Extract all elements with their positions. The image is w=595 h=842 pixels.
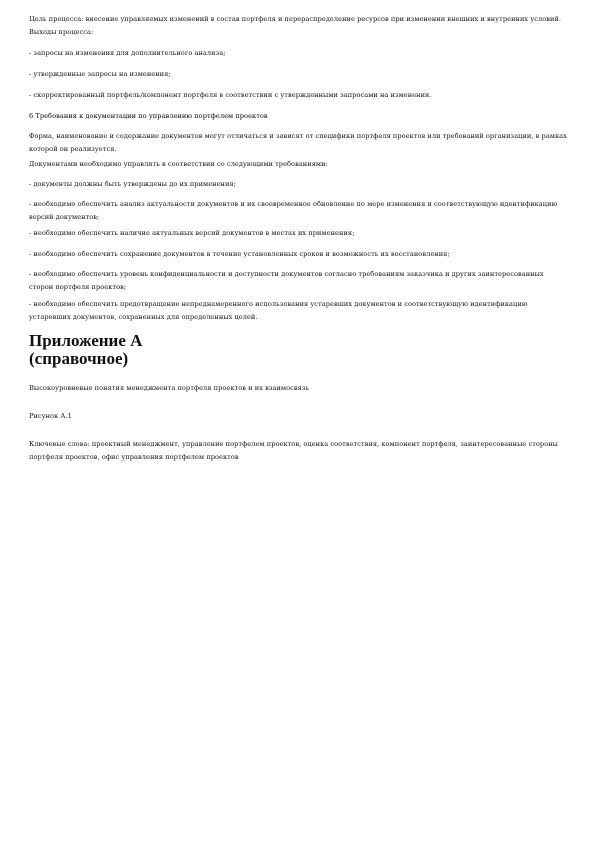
list-item: - запросы на изменения для дополнительного анализа; [29,49,226,57]
paragraph: Документами необходимо управлять в соответствии со следующими требованиями: [29,160,328,168]
list-item: - необходимо обеспечить анализ актуальности документов и их своевременное обновление по мере изменения и соответствующую идентификацию версий документов; [29,200,558,221]
list-item: - необходимо обеспечить наличие актуальных версий документов в местах их применения; [29,229,355,237]
list-item: - утвержденные запросы на изменения; [29,70,171,78]
appendix-heading [29,332,429,368]
figure-caption: Рисунок А.1 [29,412,72,420]
appendix-subtitle: (справочное) [29,349,129,368]
list-item: - необходимо обеспечить предотвращение непреднамеренного использования устаревших документов и соответствующую идентификацию устаревших документов, сохраненных для определенных целей. [29,300,528,321]
appendix-title: Приложение А [29,331,143,350]
section-title: 6 Требования к документации по управлению портфелем проектов [29,112,268,120]
list-item: - необходимо обеспечить уровень конфиденциальности и доступности документов согласно требованиям заказчика и других заинтересованных сторон портфеля проектов; [29,270,544,291]
paragraph: Форма, наименование и содержание документов могут отличаться и зависят от специфики портфеля проектов или требований организации, в рамках которой он реализуется. [29,132,567,153]
list-item: - документы должны быть утверждены до их применения; [29,180,236,188]
keywords-paragraph: Ключевые слова: проектный менеджмент, управление портфелем проектов, оценка соответствия, компонент портфеля, заинтересованные стороны портфеля проектов, офис управления портфелем проектов [29,440,558,461]
figure-description: Высокоуровневые понятия менеджмента портфеля проектов и их взаимосвязь [29,384,310,392]
process-goal-paragraph: Цель процесса: внесение управляемых изменений в состав портфеля и перераспределение ресурсов при изменении внешних и внутренних условий. Выходы процесса: [29,15,562,36]
list-item: - необходимо обеспечить сохранение документов в течение установленных сроков и возможность их восстановления; [29,250,450,258]
list-item: - скорректированный портфель/компонент портфеля в соответствии с утвержденными запросами на изменения. [29,91,432,99]
